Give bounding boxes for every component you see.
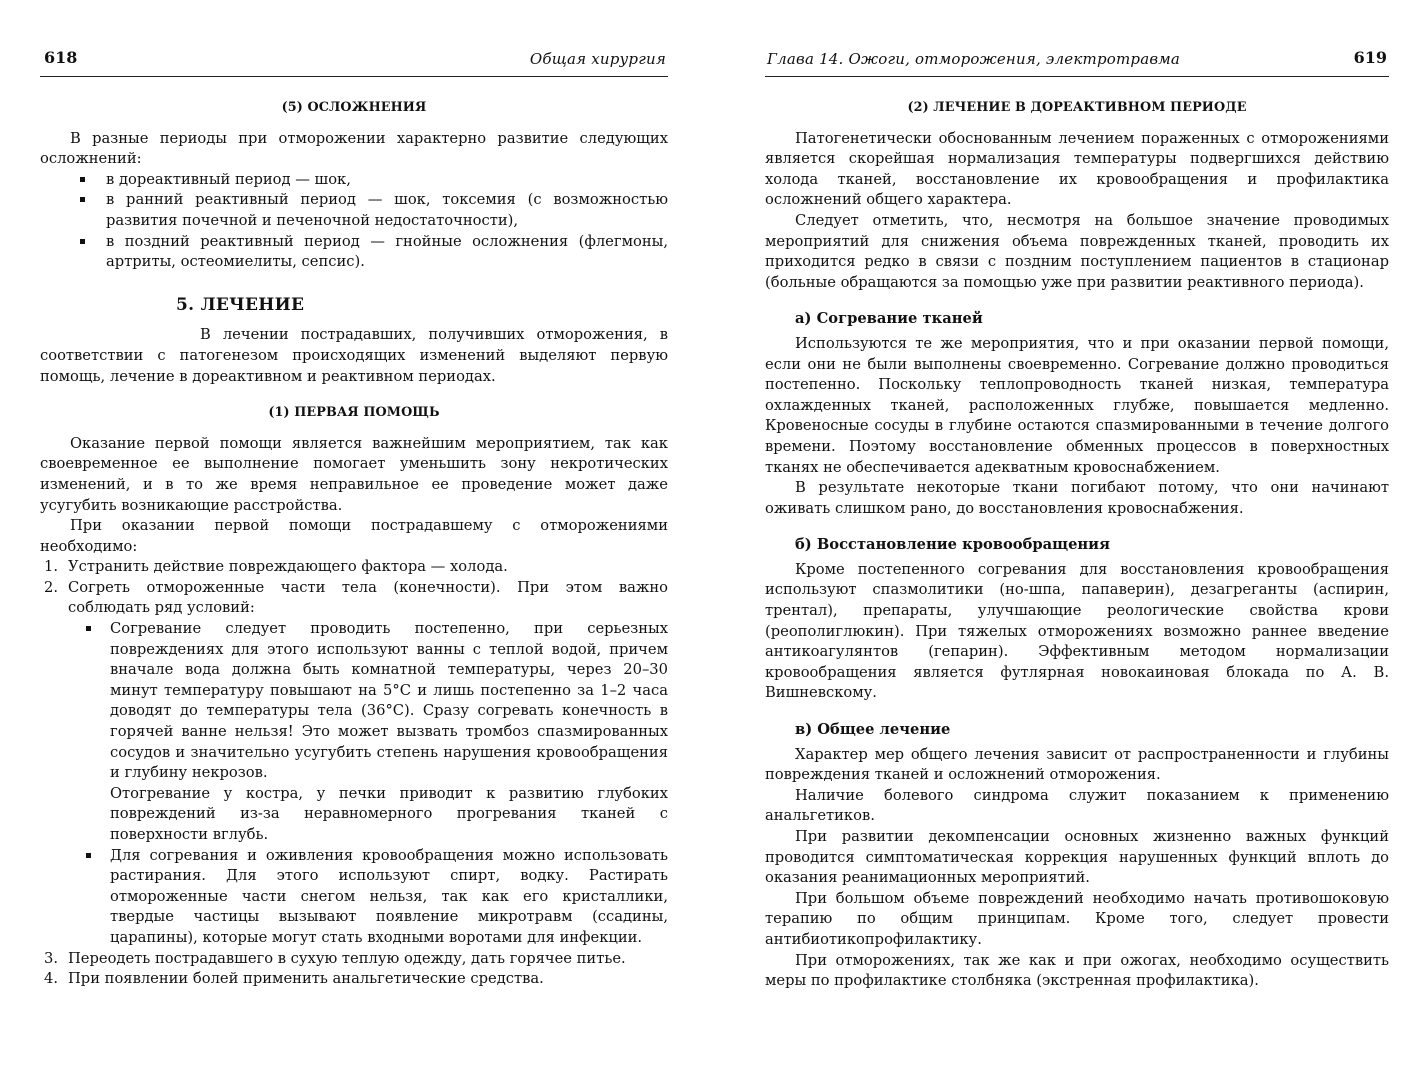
step-text: Согреть отмороженные части тела (конечности). При этом важно соблюдать ряд условий: <box>68 578 668 617</box>
step-number: 1. <box>44 558 59 576</box>
page-number: 619 <box>1353 48 1387 67</box>
list-item <box>40 969 668 990</box>
step-number: 4. <box>44 970 59 988</box>
list-item <box>40 557 668 578</box>
condition-text: Согревание следует проводить постепенно, при серьезных повреждениях для этого используют ванны с теплой водой, причем вначале вода должна быть комнатной температуры, через 20–30 минут температуру повышают на 5°С и лишь постепенно за 1–2 часа доводят до температуры тела (36°С). Сразу согревать конечность в горячей ванне нельзя! Это может вызвать тромбоз спазмированных сосудов и значительно усугубить степень нарушения кровообращения и глубину некрозов. <box>110 620 668 782</box>
paragraph: Следует отметить, что, несмотря на большое значение проводимых мероприятий для снижения объема поврежденных тканей, проводить их приходится редко в связи с поздним поступлением пациентов в стационар (больные обращаются за помощью уже при развитии реактивного периода). <box>765 211 1389 291</box>
step-text: Переодеть пострадавшего в сухую теплую одежду, дать горячее питье. <box>68 949 626 967</box>
paragraph: Патогенетически обоснованным лечением пораженных с отморожениями является скорейшая нормализация температуры подвергшихся действию холода тканей, восстановление их кровообращения и профилактика осложнений общего характера. <box>765 129 1389 209</box>
complications-intro: В разные периоды при отморожении характерно развитие следующих осложнений: <box>40 129 668 168</box>
left-running-head <box>40 46 668 77</box>
paragraph: Кроме постепенного согревания для восстановления кровообращения используют спазмолитики (но-шпа, папаверин), дезагреганты (аспирин, трентал), препараты, улучшающие реологические свойства крови (реополиглюкин). При тяжелых отморожениях возможно раннее введение антикоагулянтов (гепарин). Эффективным методом нормализации кровообращения является футлярная новокаиновая блокада по А. В. Вишневскому. <box>765 560 1389 702</box>
general-treatment-heading: в) Общее лечение <box>795 721 951 739</box>
treatment-intro: В лечении пострадавших, получивших отморожения, в соответствии с патогенезом происходящих изменений выделяют первую помощь, лечение в дореактивном и реактивном периодах. <box>40 326 668 385</box>
conditions-list <box>68 619 668 949</box>
step-number: 2. <box>44 578 59 596</box>
first-aid-paragraph: Оказание первой помощи является важнейшим мероприятием, так как своевременное ее выполнение помогает уменьшить зону некротических изменений, и в то же время неправильное ее проведение может даже усугубить возникающие расстройства. <box>40 434 668 514</box>
paragraph: Характер мер общего лечения зависит от распространенности и глубины повреждения тканей и осложнений отморожения. <box>765 745 1389 784</box>
circulation-heading: б) Восстановление кровообращения <box>795 536 1110 554</box>
left-page-content <box>40 92 668 990</box>
first-aid-heading: (1) ПЕРВАЯ ПОМОЩЬ <box>268 405 440 421</box>
paragraph: Наличие болевого синдрома служит показанием к применению анальгетиков. <box>765 786 1389 825</box>
list-item: в поздний реактивный период — гнойные осложнения (флегмоны, артриты, остеомиелиты, сепсис). <box>40 232 668 273</box>
page-number: 618 <box>44 48 78 67</box>
paragraph: При развитии декомпенсации основных жизненно важных функций проводится симптоматическая коррекция нарушенных функций вплоть до оказания реанимационных мероприятий. <box>765 828 1389 887</box>
first-aid-paragraph: При оказании первой помощи пострадавшему с отморожениями необходимо: <box>40 517 668 555</box>
running-title: Общая хирургия <box>529 50 666 68</box>
right-running-head <box>765 46 1389 77</box>
paragraph: Используются те же мероприятия, что и при оказании первой помощи, если они не были выполнены своевременно. Согревание должно проводиться постепенно. Поскольку теплопроводность тканей низкая, температура охлажденных тканей, расположенных глубже, повышается медленно. Кровеносные сосуды в глубине остаются спазмированными в течение долгого времени. Поэтому восстановление обменных процессов в поверхностных тканях не обеспечивается адекватным кровоснабжением. <box>765 334 1389 476</box>
prereactive-heading: (2) ЛЕЧЕНИЕ В ДОРЕАКТИВНОМ ПЕРИОДЕ <box>907 100 1247 115</box>
paragraph: При большом объеме повреждений необходимо начать противошоковую терапию по общим принципам. Кроме того, следует провести антибиотикопрофилактику. <box>765 889 1389 948</box>
list-item <box>40 949 668 970</box>
step-text: При появлении болей применить анальгетические средства. <box>68 970 544 988</box>
first-aid-steps <box>40 557 668 989</box>
paragraph: При отморожениях, так же как и при ожогах, необходимо осуществить меры по профилактике столбняка (экстренная профилактика). <box>765 951 1389 990</box>
section-heading: 5. ЛЕЧЕНИЕ <box>176 294 305 315</box>
complications-list <box>40 170 668 273</box>
list-item: Для согревания и оживления кровообращения можно использовать растирания. Для этого используют спирт, водку. Растирать отмороженные части снегом нельзя, так как его кристаллики, твердые частицы вызывают появление микротравм (ссадины, царапины), которые могут стать входными воротами для инфекции. <box>68 846 668 949</box>
list-item <box>40 578 668 949</box>
list-item <box>68 619 668 846</box>
warming-heading: а) Согревание тканей <box>795 310 983 328</box>
running-title: Глава 14. Ожоги, отморожения, электротравма <box>767 50 1181 68</box>
paragraph: В результате некоторые ткани погибают потому, что они начинают оживать слишком рано, до восстановления кровоснабжения. <box>765 479 1389 517</box>
condition-note: Отогревание у костра, у печки приводит к развитию глубоких повреждений из-за неравномерного прогревания тканей с поверхности вглубь. <box>110 784 668 843</box>
step-number: 3. <box>44 949 59 967</box>
right-page-content <box>765 92 1389 992</box>
step-text: Устранить действие повреждающего фактора — холода. <box>68 558 508 576</box>
list-item: в дореактивный период — шок, <box>40 170 668 191</box>
list-item: в ранний реактивный период — шок, токсемия (с возможностью развития почечной и печеночной недостаточности), <box>40 190 668 231</box>
complications-heading: (5) ОСЛОЖНЕНИЯ <box>281 100 427 115</box>
